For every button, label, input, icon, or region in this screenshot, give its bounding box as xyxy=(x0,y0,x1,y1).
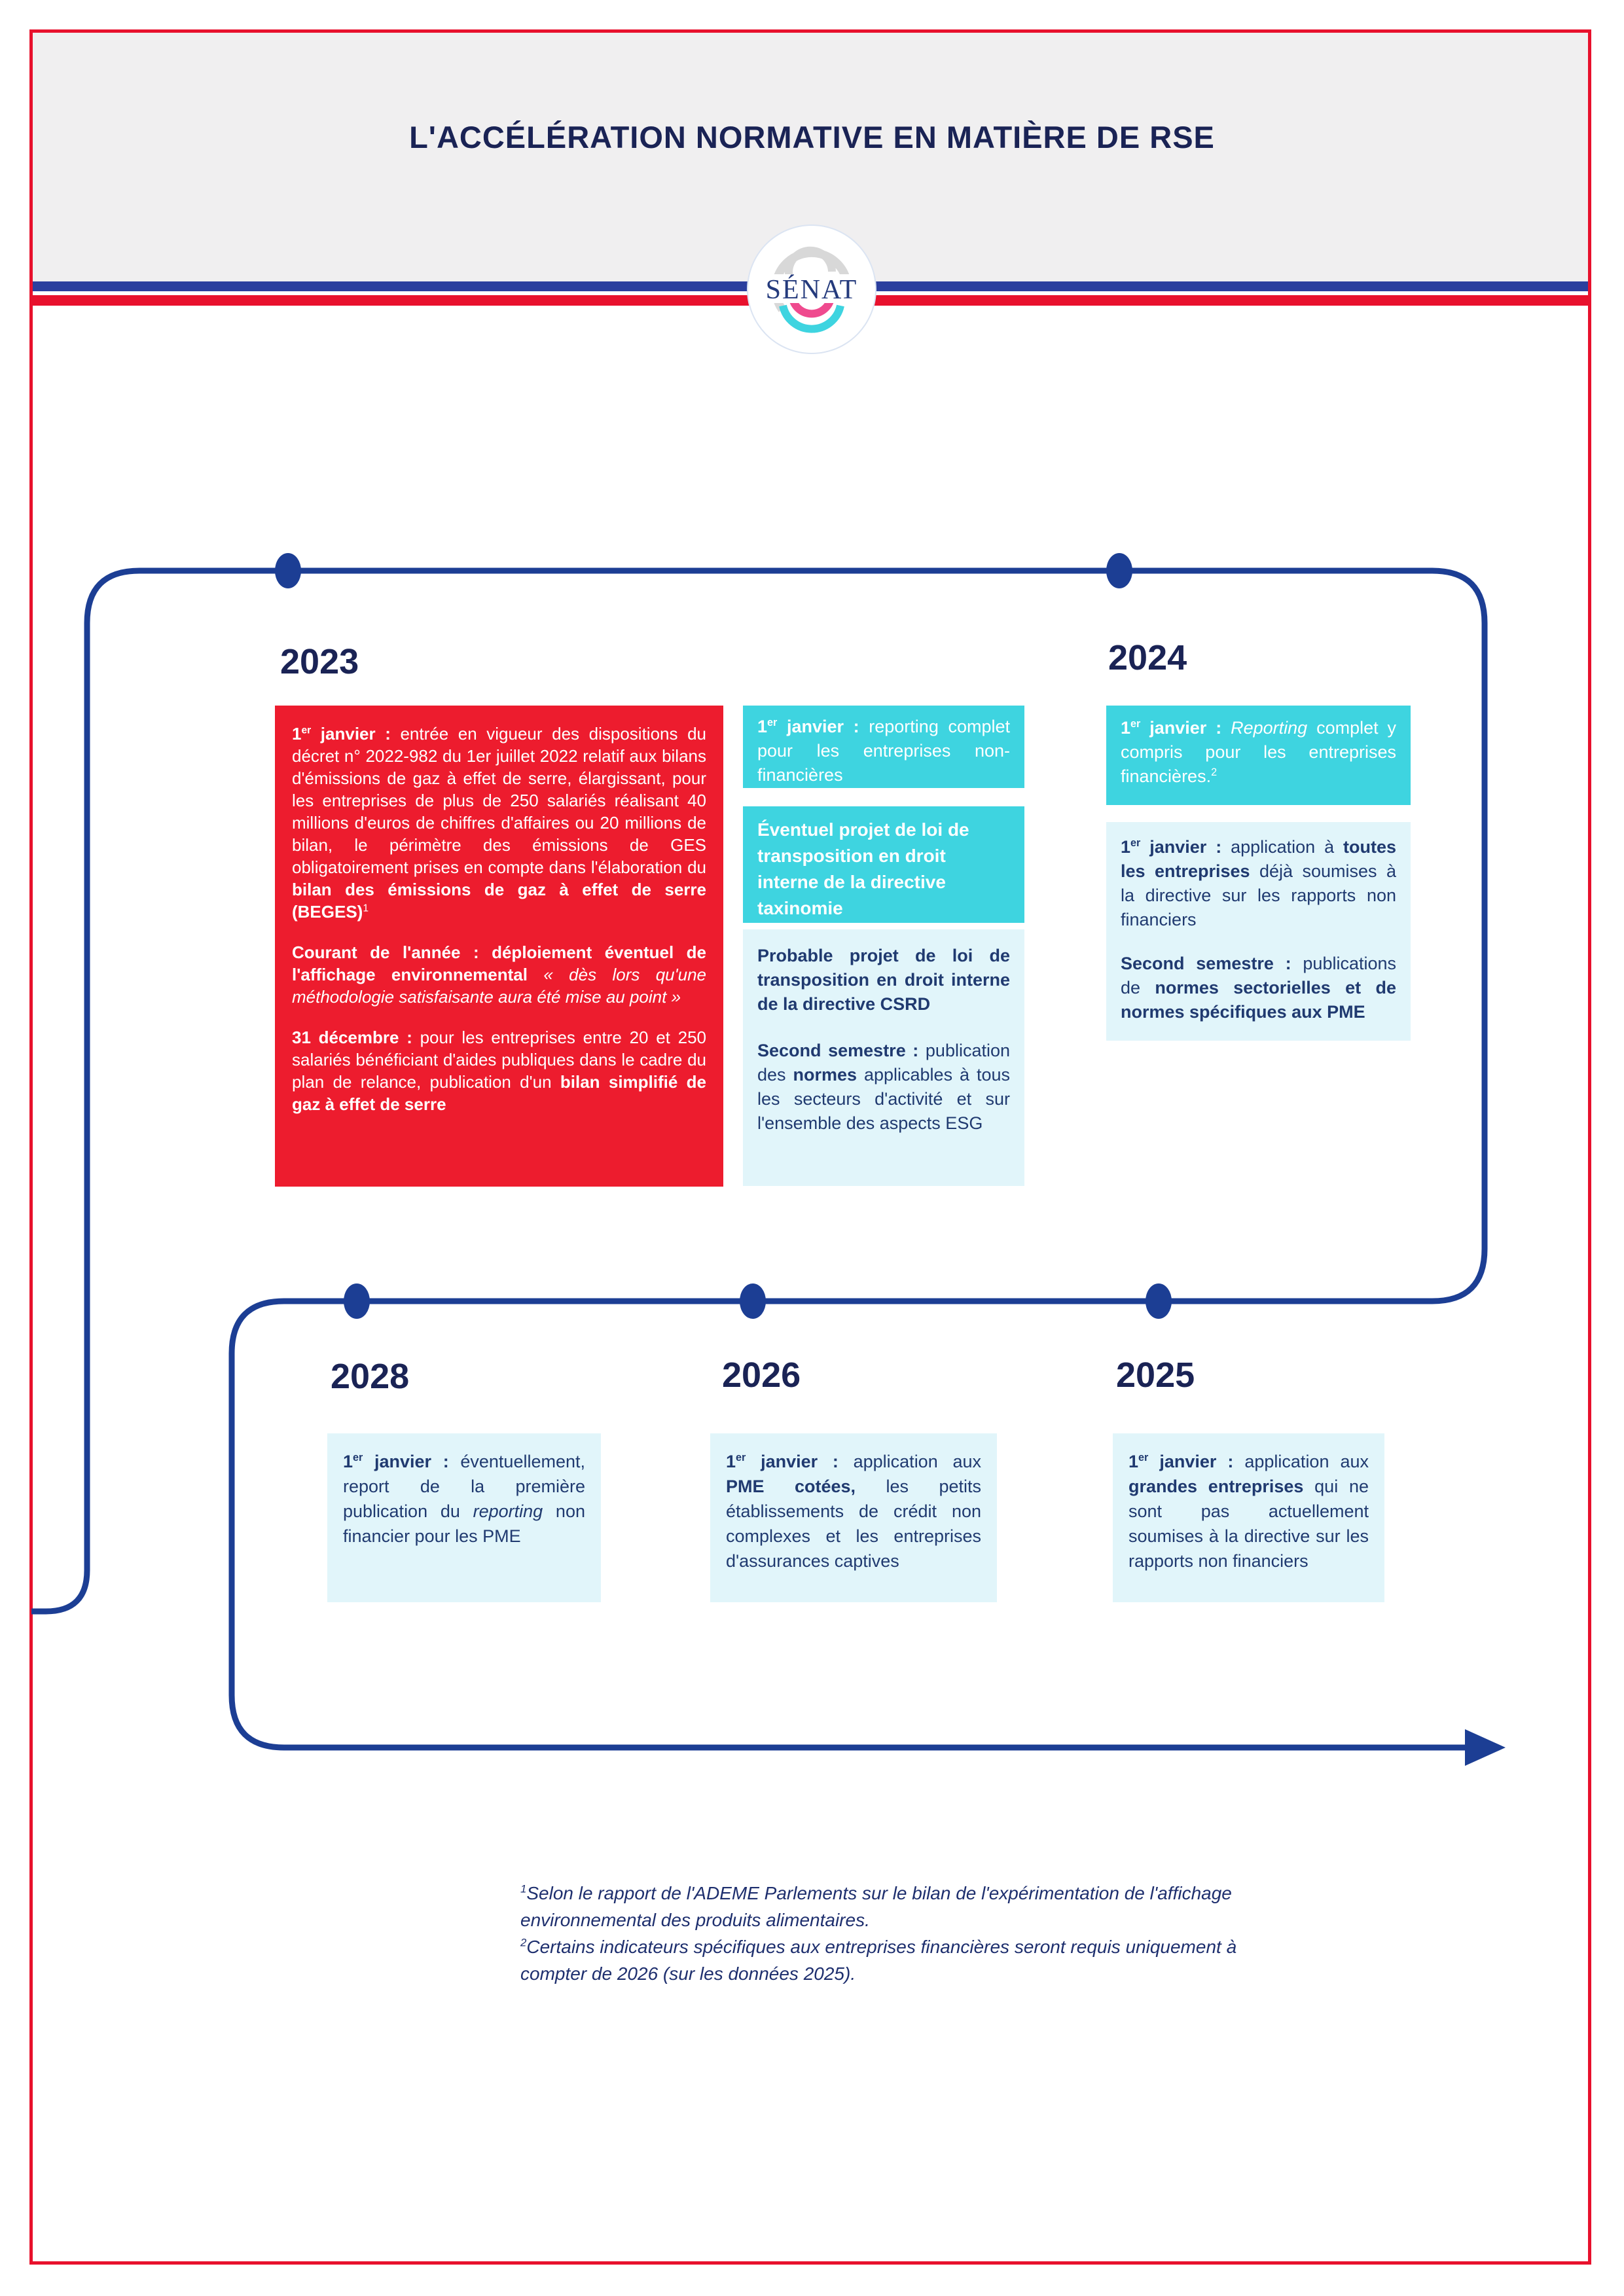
senat-logo-text: SÉNAT xyxy=(765,275,858,305)
page-title: L'ACCÉLÉRATION NORMATIVE EN MATIÈRE DE RSE xyxy=(409,120,1215,154)
year-label-2028: 2028 xyxy=(331,1357,410,1396)
footnotes: $^1$Selon le rapport de l'ADEME Parlements sur le bilan de l'expérimentation de l'affichage environnemental des produits alimentaires. $^2$Certains indicateurs spécifiques aux entreprises financières seront requis uniquement à compter de 2026 (sur les données 2025). xyxy=(520,1882,1237,1984)
year-label-2024: 2024 xyxy=(1108,638,1187,677)
event-box-2023-reporting: 1er janvier : reporting complet pour les entreprises non-financières xyxy=(743,706,1024,788)
year-label-2026: 2026 xyxy=(722,1355,801,1395)
year-label-2025: 2025 xyxy=(1116,1355,1195,1395)
event-box-2023-beges: 1er janvier : entrée en vigueur des dispositions du décret n° 2022-982 du 1er juillet 2022 relatif aux bilans d'émissions de gaz à effet de serre, élargissant, pour les entreprises de plus de 250 salariés réalisant 40 millions d'euros de chiffres d'affaires ou 20 millions de bilan, le périmètre des émissions de GES obligatoirement prises en compte dans l'élaboration du bilan des émissions de gaz à effet de serre (BEGES)$^1$ Courant de l'année : déploiement éventuel de l'affichage environnemental « dès lors qu'une méthodologie satisfaisante aura été mise au point » 31 décembre : pour les entreprises entre 20 et 250 salariés bénéficiant d'aides publiques dans le cadre du plan de relance, publication d'un bilan simplifié de gaz à effet de serre xyxy=(275,706,723,1187)
senat-logo xyxy=(748,226,875,353)
event-box-2025: 1er janvier : application aux grandes entreprises qui ne sont pas actuellement soumises à la directive sur les rapports non financiers xyxy=(1113,1433,1384,1602)
event-box-2026: 1er janvier : application aux PME cotées, les petits établissements de crédit non complexes et les entreprises d'assurances captives xyxy=(710,1433,997,1602)
event-box-2023-csrd: Probable projet de loi de transposition en droit interne de la directive CSRD Second semestre : publication des normes applicables à tous les secteurs d'activité et sur l'ensemble des aspects ESG xyxy=(743,929,1024,1186)
event-box-2023-taxinomie: Éventuel projet de loi de transposition en droit interne de la directive taxinomie xyxy=(743,806,1024,923)
event-box-2028: 1er janvier : éventuellement, report de la première publication du reporting non financier pour les PME xyxy=(327,1433,601,1602)
year-label-2023: 2023 xyxy=(280,642,359,681)
event-box-2024-reporting: 1er janvier : Reporting complet y compris pour les entreprises financières.$^2$ xyxy=(1106,706,1411,805)
event-box-2024-application: 1er janvier : application à toutes les entreprises déjà soumises à la directive sur les rapports non financiers Second semestre : publications de normes sectorielles et de normes spécifiques aux PME xyxy=(1106,822,1411,1041)
